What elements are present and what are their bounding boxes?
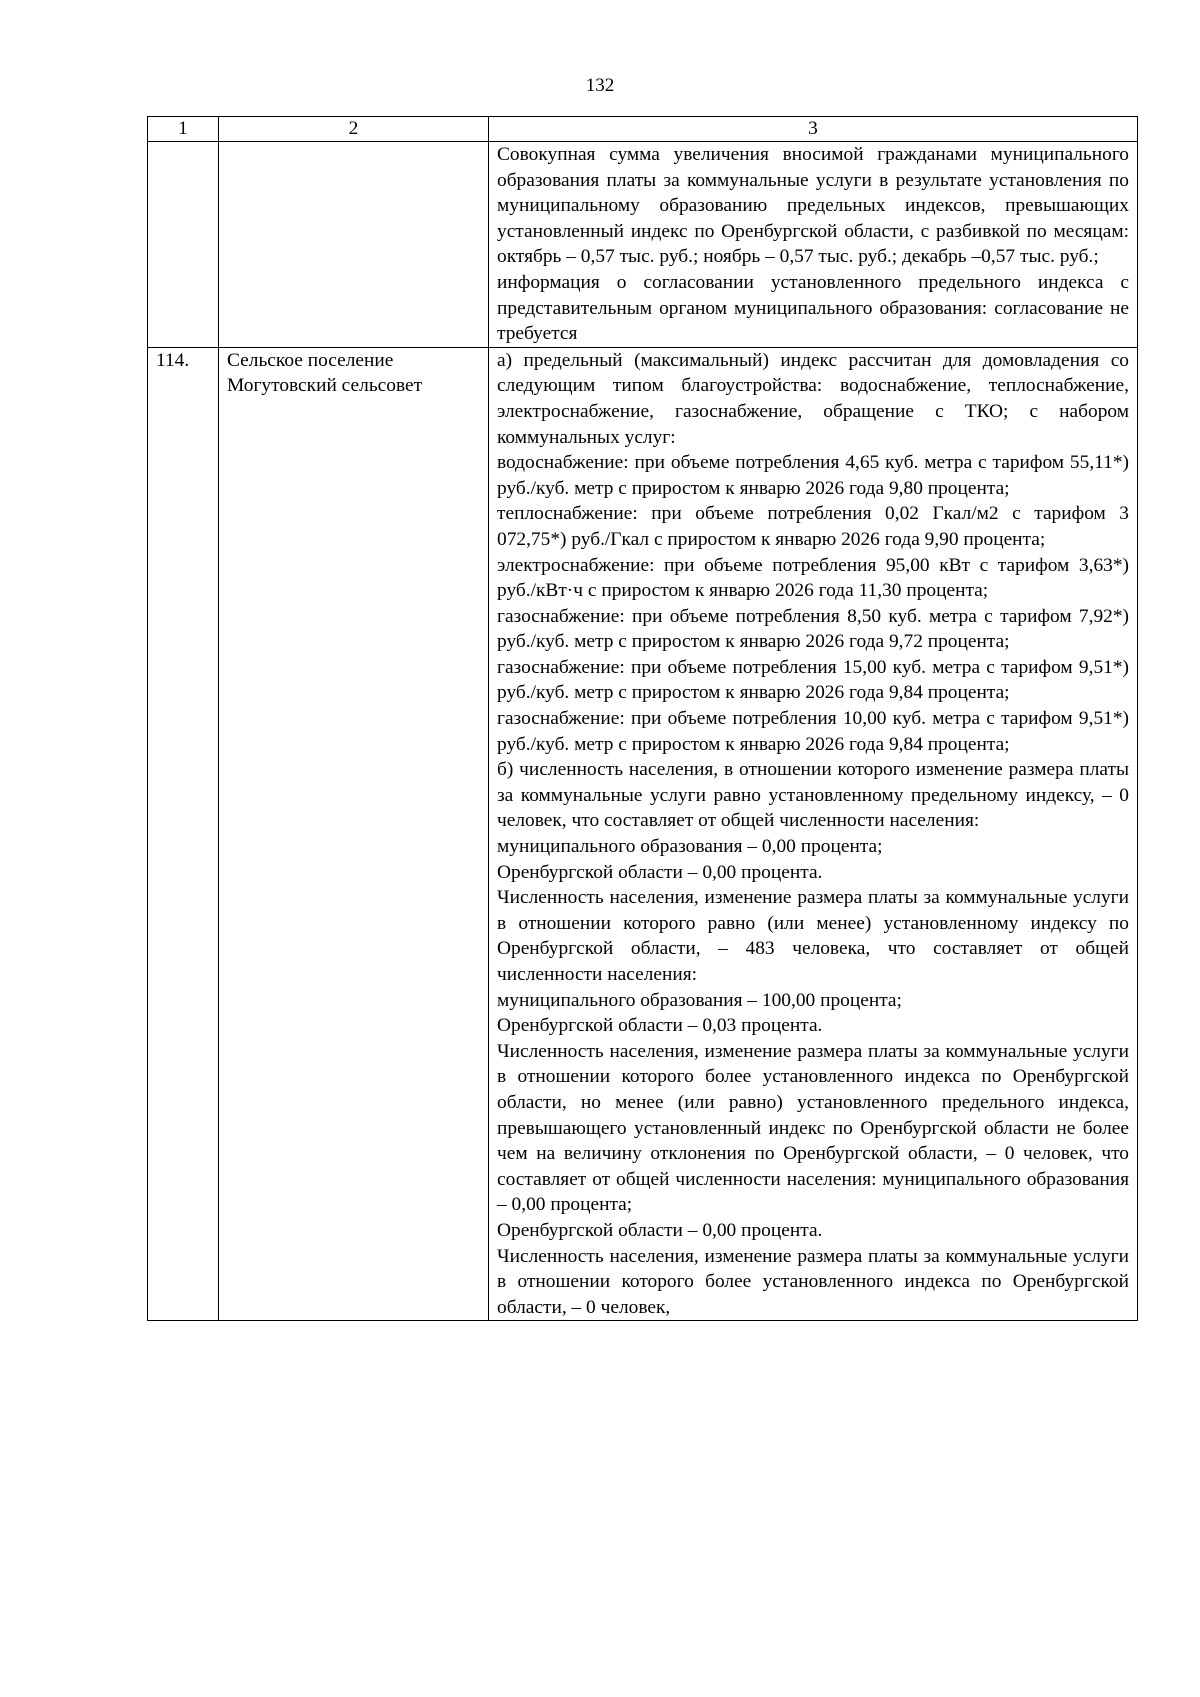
- row-name-cell: [219, 142, 489, 348]
- paragraph: Совокупная сумма увеличения вносимой гражданами муниципального образования платы за коммунальные услуги в результате установления по муниципальному образованию предельных индексов, превышающих установленный индекс по Оренбургской области, с разбивкой по месяцам: октябрь – 0,57 тыс. руб.; ноябрь – 0,57 тыс. руб.; декабрь –0,57 тыс. руб.;: [497, 144, 1129, 268]
- paragraph: электроснабжение: при объеме потребления 95,00 кВт с тарифом 3,63*) руб./кВт·ч с приростом к январю 2026 года 11,30 процента;: [497, 554, 1129, 602]
- paragraph: водоснабжение: при объеме потребления 4,65 куб. метра с тарифом 55,11*) руб./куб. метр с приростом к январю 2026 года 9,80 процента;: [497, 452, 1129, 499]
- paragraph: газоснабжение: при объеме потребления 10,00 куб. метра с тарифом 9,51*) руб./куб. метр с приростом к январю 2026 года 9,84 процента;: [497, 708, 1129, 755]
- row-number-cell: 114.: [148, 347, 219, 1321]
- paragraph: а) предельный (максимальный) индекс рассчитан для домовладения со следующим типом благоустройства: водоснабжение, теплоснабжение, электроснабжение, газоснабжение, обращение с ТКО; с набором коммунальных услуг:: [497, 349, 1129, 448]
- document-table: [147, 116, 1138, 1321]
- row-name-cell: [219, 347, 489, 1321]
- row-number-cell: [148, 142, 219, 348]
- paragraph: теплоснабжение: при объеме потребления 0,02 Гкал/м2 с тарифом 3 072,75*) руб./Гкал с приростом к январю 2026 года 9,90 процента;: [497, 503, 1129, 550]
- column-header-2: 2: [219, 117, 489, 142]
- paragraph: Оренбургской области – 0,00 процента.: [497, 1219, 823, 1241]
- paragraph: Численность населения, изменение размера платы за коммунальные услуги в отношении которого более установленного индекса по Оренбургской области, – 0 человек,: [497, 1245, 1129, 1318]
- paragraph: Численность населения, изменение размера платы за коммунальные услуги в отношении которого более установленного индекса по Оренбургской области, но менее (или равно) установленного предельного индекса, превышающего установленный индекс по Оренбургской области не более чем на величину отклонения по Оренбургской области, – 0 человек, что составляет от общей численности населения: муниципального образования – 0,00 процента;: [497, 1040, 1129, 1216]
- municipality-name-line: Могутовский сельсовет: [227, 375, 423, 397]
- column-header-1: 1: [148, 117, 219, 142]
- paragraph: Оренбургской области – 0,00 процента.: [497, 861, 823, 883]
- paragraph: газоснабжение: при объеме потребления 8,50 куб. метра с тарифом 7,92*) руб./куб. метр с приростом к январю 2026 года 9,72 процента;: [497, 605, 1129, 653]
- paragraph: муниципального образования – 100,00 процента;: [497, 989, 902, 1011]
- paragraph: газоснабжение: при объеме потребления 15,00 куб. метра с тарифом 9,51*) руб./куб. метр с приростом к январю 2026 года 9,84 процента;: [497, 656, 1129, 704]
- page-number: 132: [585, 75, 615, 96]
- column-header-3: 3: [489, 117, 1138, 142]
- paragraph: Численность населения, изменение размера платы за коммунальные услуги в отношении которого равно (или менее) установленному индексу по Оренбургской области, – 483 человека, что составляет от общей численности населения:: [497, 887, 1129, 985]
- table-row-continuation: [148, 142, 1138, 348]
- paragraph: информация о согласовании установленного предельного индекса с представительным органом муниципального образования: согласование не требуется: [497, 271, 1129, 345]
- paragraph: муниципального образования – 0,00 процента;: [497, 836, 883, 858]
- paragraph: б) численность населения, в отношении которого изменение размера платы за коммунальные услуги равно установленному предельному индексу, – 0 человек, что составляет от общей численности населения:: [497, 759, 1129, 832]
- table-header-row: [148, 117, 1138, 142]
- row-content-cell: [489, 347, 1138, 1321]
- municipality-name-line: Сельское поселение: [227, 349, 394, 371]
- row-content-cell: [489, 142, 1138, 348]
- table-row-114: [148, 347, 1138, 1321]
- paragraph: Оренбургской области – 0,03 процента.: [497, 1015, 823, 1037]
